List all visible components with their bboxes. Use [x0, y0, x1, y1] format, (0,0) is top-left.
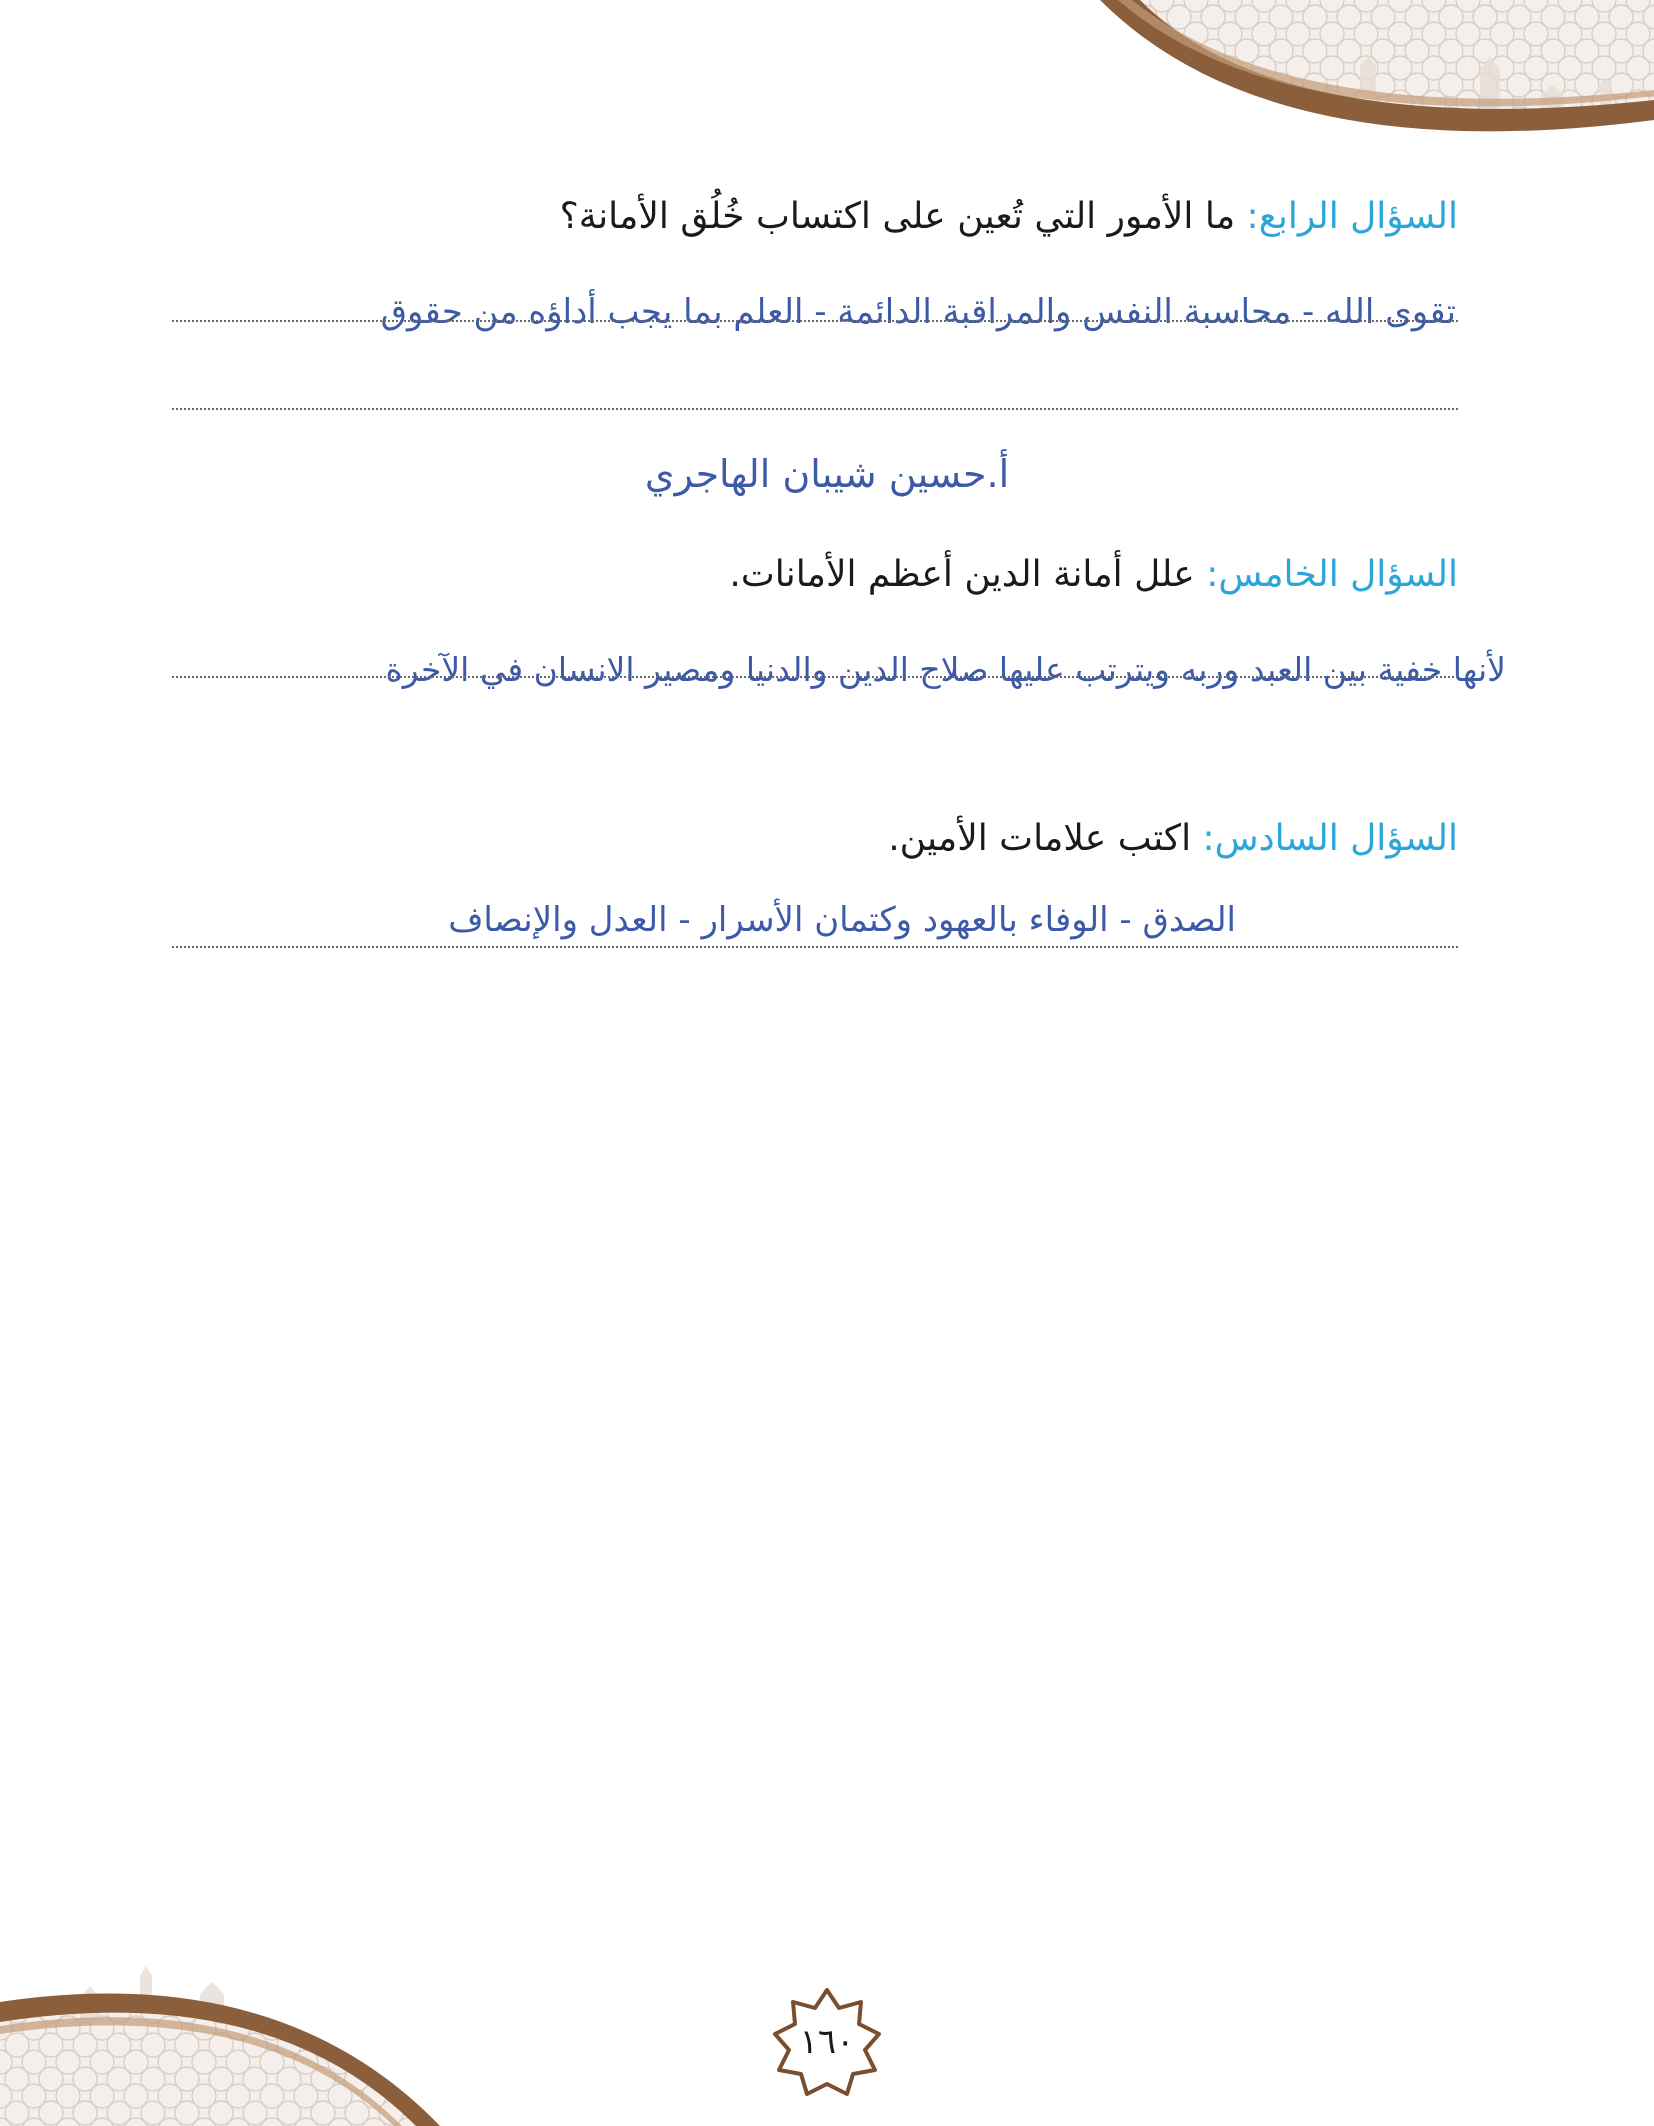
question-five-label: السؤال الخامس	[1218, 554, 1458, 595]
top-ornament-decoration	[1060, 0, 1654, 160]
question-four	[560, 196, 1458, 237]
question-five-colon: :	[1206, 554, 1219, 595]
question-six-colon: :	[1202, 818, 1215, 859]
teacher-name: أ.حسين شيبان الهاجري	[644, 452, 1010, 496]
answer-line-dotted	[172, 676, 1458, 678]
answer-line-dotted	[172, 320, 1458, 322]
answer-five: لأنها خفية بين العبد وربه ويترتب عليها صلاح الدين والدنيا ومصير الانسان في الآخرة	[385, 650, 1506, 689]
answer-line-dotted	[172, 946, 1458, 948]
question-four-colon: :	[1246, 196, 1259, 237]
question-six-label: السؤال السادس	[1214, 818, 1458, 859]
question-five-text: علل أمانة الدين أعظم الأمانات.	[729, 554, 1207, 595]
question-four-label: السؤال الرابع	[1258, 196, 1458, 237]
question-six	[888, 818, 1458, 859]
answer-line-dotted	[172, 408, 1458, 410]
question-four-text: ما الأمور التي تُعين على اكتساب خُلُق الأمانة؟	[559, 196, 1247, 237]
page-number: ١٦٠	[799, 2022, 855, 2062]
bottom-ornament-decoration	[0, 1960, 460, 2126]
answer-six: الصدق - الوفاء بالعهود وكتمان الأسرار - العدل والإنصاف	[448, 900, 1236, 940]
answer-four: تقوى الله - محاسبة النفس والمراقبة الدائمة - العلم بما يجب أداؤه من حقوق	[380, 292, 1456, 332]
question-five	[729, 554, 1458, 595]
page-number-badge	[771, 1986, 883, 2098]
question-six-text: اكتب علامات الأمين.	[888, 818, 1203, 859]
